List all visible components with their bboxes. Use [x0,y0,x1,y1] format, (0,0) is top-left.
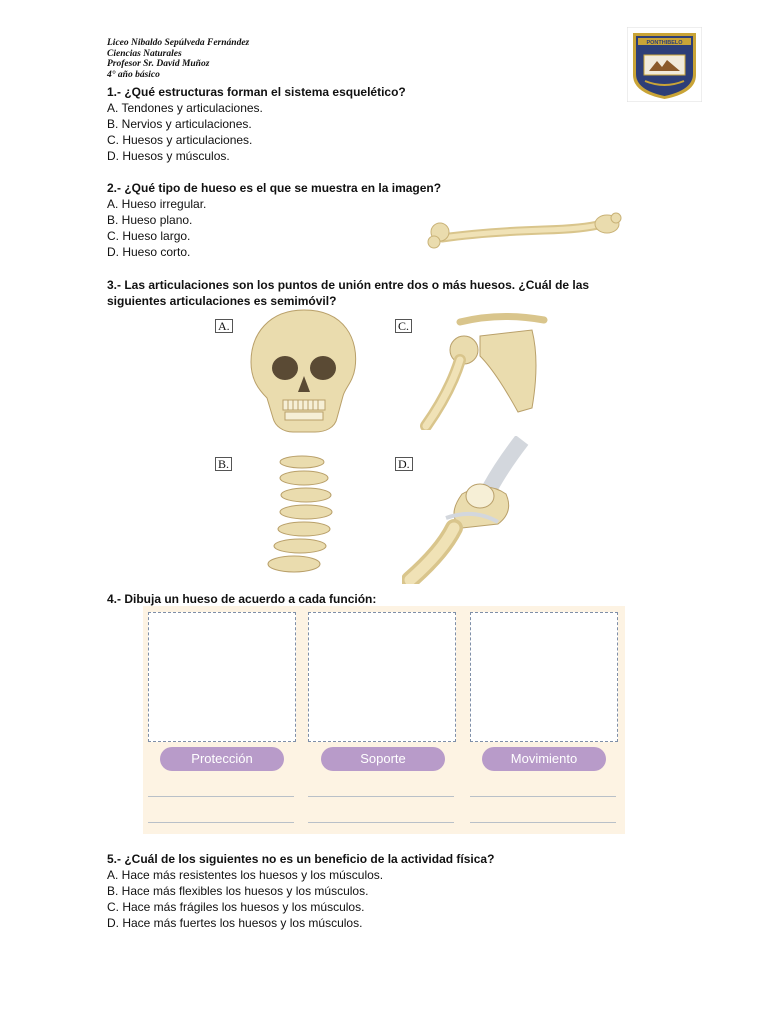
question-2-text: 2.- ¿Qué tipo de hueso es el que se muestra en la imagen? [107,181,442,195]
joint-label-d: D. [395,457,413,471]
function-pill-movement: Movimiento [482,747,606,771]
question-4-text: 4.- Dibuja un hueso de acuerdo a cada función: [107,592,377,606]
answer-line[interactable] [470,796,616,797]
q1-option-a: A. Tendones y articulaciones. [107,101,263,115]
q1-option-d: D. Huesos y músculos. [107,149,230,163]
answer-line[interactable] [148,822,294,823]
logo-text: PONTHIBELO [646,40,683,46]
function-pill-protection: Protección [160,747,284,771]
q1-option-c: C. Huesos y articulaciones. [107,133,253,147]
teacher-name: Profesor Sr. David Muñoz [107,59,210,69]
question-1-text: 1.- ¿Qué estructuras forman el sistema esquelético? [107,85,406,99]
q5-option-c: C. Hace más frágiles los huesos y los músculos. [107,900,365,914]
answer-line[interactable] [308,796,454,797]
drawing-box-support[interactable] [308,612,456,742]
q5-option-a: A. Hace más resistentes los huesos y los músculos. [107,868,384,882]
answer-line[interactable] [148,796,294,797]
question-5 [107,851,494,931]
answer-line[interactable] [308,822,454,823]
spine-illustration [262,452,342,584]
q1-option-b: B. Nervios y articulaciones. [107,117,252,131]
school-logo [627,27,702,102]
joint-label-c: C. [395,319,412,333]
q5-option-b: B. Hace más flexibles los huesos y los músculos. [107,884,369,898]
knee-joint-illustration [402,436,532,584]
function-pill-support: Soporte [321,747,445,771]
q2-option-b: B. Hueso plano. [107,213,193,227]
answer-line[interactable] [470,822,616,823]
q5-option-d: D. Hace más fuertes los huesos y los músculos. [107,916,363,930]
skull-illustration [245,306,363,436]
subject-name: Ciencias Naturales [107,48,182,59]
school-header [107,38,249,80]
long-bone-illustration [424,208,624,254]
question-3 [107,277,589,309]
question-2 [107,180,441,260]
q2-option-a: A. Hueso irregular. [107,197,207,211]
drawing-box-protection[interactable] [148,612,296,742]
question-1 [107,84,406,164]
shoulder-joint-illustration [420,312,548,430]
school-name: Liceo Nibaldo Sepúlveda Fernández [107,38,250,48]
q2-option-c: C. Hueso largo. [107,229,191,243]
drawing-box-movement[interactable] [470,612,618,742]
question-5-text: 5.- ¿Cuál de los siguientes no es un beneficio de la actividad física? [107,852,495,866]
question-4 [107,591,376,607]
grade-level: 4° año básico [107,69,160,80]
joint-label-a: A. [215,319,233,333]
question-3-text-line1: 3.- Las articulaciones son los puntos de unión entre dos o más huesos. ¿Cuál de las [107,278,590,292]
drawing-panel [143,606,625,834]
question-3-text-line2: siguientes articulaciones es semimóvil? [107,294,337,308]
joint-label-b: B. [215,457,232,471]
q2-option-d: D. Hueso corto. [107,245,191,259]
